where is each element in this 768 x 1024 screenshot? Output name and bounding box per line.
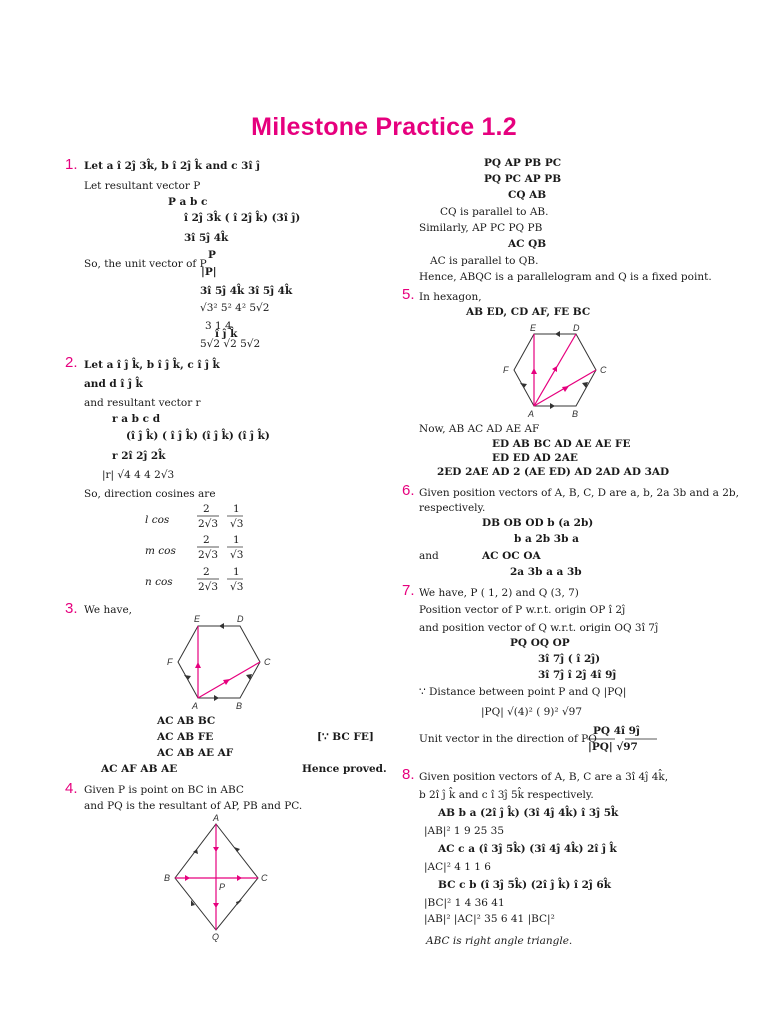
p7-line: and position vector of Q w.r.t. origin OQ 3î 7ĵ xyxy=(419,622,659,634)
p5-line: 2ED 2AE AD 2 (AE ED) AD 2AD AD 3AD xyxy=(437,466,670,478)
fraction-num: 1 xyxy=(233,503,240,515)
p8-line: ABC is right angle triangle. xyxy=(426,935,573,947)
hexagon-figure xyxy=(496,320,616,420)
p4-cont-line: Hence, ABQC is a parallelogram and Q is a fixed point. xyxy=(419,271,712,283)
p2-line: |r| √4 4 4 2√3 xyxy=(102,469,175,481)
p1-line: 3 1 4 xyxy=(205,320,232,332)
p3-intro: We have, xyxy=(84,604,132,616)
p1-line: √3² 5² 4² 5√2 xyxy=(200,302,270,314)
problem-number: 7. xyxy=(402,582,415,599)
p8-line: AC c a (î 3ĵ 5k̂) (3î 4ĵ 4k̂) 2î ĵ k̂ xyxy=(438,843,617,855)
p1-line: 5√2 √2 5√2 xyxy=(200,338,261,350)
fraction-den: √3 xyxy=(230,549,244,561)
p4-cont-line: CQ AB xyxy=(508,189,547,201)
p5-line: ED AB BC AD AE AE FE xyxy=(492,438,631,450)
vertex-label: B xyxy=(236,701,243,711)
vertex-label: B xyxy=(572,409,579,419)
fraction-den: √3 xyxy=(230,581,244,593)
vertex-label: D xyxy=(573,323,580,333)
p8-line: BC c b (î 3ĵ 5k̂) (2î ĵ k̂) î 2ĵ 6k̂ xyxy=(438,879,611,891)
p7-line: 3î 7ĵ ( î 2ĵ) xyxy=(538,653,601,665)
p8-line: |BC|² 1 4 36 41 xyxy=(424,897,505,909)
p7-line: ∵ Distance between point P and Q |PQ| xyxy=(419,686,627,698)
vertex-label: E xyxy=(530,323,537,333)
p2-line: m cos xyxy=(145,545,176,557)
p1-line: î ĵ k̂ xyxy=(215,328,238,340)
p4-line: and PQ is the resultant of AP, PB and PC. xyxy=(84,800,303,812)
p4-cont-line: PQ PC AP PB xyxy=(484,173,562,185)
fraction-den: 2√3 xyxy=(198,518,219,530)
p7-line: PQ 4î 9ĵ xyxy=(593,725,640,737)
p8-line: b 2î ĵ k̂ and c î 3ĵ 5k̂ respectively. xyxy=(419,789,594,801)
p8-line: |AC|² 4 1 1 6 xyxy=(424,861,491,873)
p5-line: In hexagon, xyxy=(419,291,482,303)
p2-line: r 2î 2ĵ 2k̂ xyxy=(112,450,166,462)
p6-line: DB OB OD b (a 2b) xyxy=(482,517,594,529)
problem-number: 1. xyxy=(65,156,78,173)
p5-line: Now, AB AC AD AE AF xyxy=(419,423,540,435)
vertex-label: C xyxy=(261,873,268,883)
p3-line: Hence proved. xyxy=(302,763,387,775)
p3-line: [∵ BC FE] xyxy=(317,731,374,743)
p4-cont-line: AC is parallel to QB. xyxy=(430,255,539,267)
vertex-label: C xyxy=(264,657,271,667)
problem-number: 6. xyxy=(402,482,415,499)
page-title: Milestone Practice 1.2 xyxy=(251,113,517,141)
fraction-den: 2√3 xyxy=(198,549,219,561)
p2-line: (î ĵ k̂) ( î ĵ k̂) (î ĵ k̂) (î ĵ k̂) xyxy=(126,430,270,442)
p8-line: AB b a (2î ĵ k̂) (3î 4ĵ 4k̂) î 3ĵ 5k̂ xyxy=(438,807,619,819)
fraction-bars xyxy=(195,515,255,585)
p3-line: AC AB FE xyxy=(157,731,214,743)
p3-line: AC AB BC xyxy=(157,715,216,727)
p1-line: |P| xyxy=(201,266,217,278)
hexagon-figure xyxy=(160,612,280,712)
problem-number: 3. xyxy=(65,600,78,617)
vertex-label: A xyxy=(213,813,220,823)
p8-line: |AB|² 1 9 25 35 xyxy=(424,825,505,837)
p6-line: Given position vectors of A, B, C, D are a, b, 2a 3b and a 2b, xyxy=(419,487,739,499)
p6-line: AC OC OA xyxy=(482,550,541,562)
vertex-label: D xyxy=(237,614,244,624)
problem-number: 8. xyxy=(402,766,415,783)
vertex-label: Q xyxy=(212,932,220,942)
vertex-label: F xyxy=(167,657,173,667)
p7-line: |PQ| √(4)² ( 9)² √97 xyxy=(481,706,583,718)
p5-line: ED ED AD 2AE xyxy=(492,452,578,464)
p1-line: Let a î 2ĵ 3k̂, b î 2ĵ k̂ and c 3î ĵ xyxy=(84,160,260,172)
p1-line: So, the unit vector of P xyxy=(84,258,207,270)
p6-line: b a 2b 3b a xyxy=(514,533,579,545)
fraction-num: 1 xyxy=(233,534,240,546)
p4-cont-line: AC QB xyxy=(508,238,547,250)
vertex-label: A xyxy=(192,701,199,711)
p2-line: n cos xyxy=(145,576,173,588)
p7-line: |PQ| √97 xyxy=(588,741,638,753)
p8-line: |AB|² |AC|² 35 6 41 |BC|² xyxy=(424,913,555,925)
p7-line: Position vector of P w.r.t. origin OP î 2ĵ xyxy=(419,604,626,616)
problem-number: 4. xyxy=(65,780,78,797)
vertex-label: B xyxy=(164,873,171,883)
p6-line: respectively. xyxy=(419,502,486,514)
p6-line: 2a 3b a a 3b xyxy=(510,566,582,578)
p1-line: P xyxy=(208,249,216,261)
p3-line: AC AF AB AE xyxy=(101,763,178,775)
p2-line: and d î ĵ k̂ xyxy=(84,378,143,390)
p4-line: Given P is point on BC in ABC xyxy=(84,784,244,796)
p4-cont-line: CQ is parallel to AB. xyxy=(440,206,549,218)
p1-line: P a b c xyxy=(168,196,208,208)
parallelogram-figure xyxy=(160,812,280,942)
p7-line: Unit vector in the direction of PQ xyxy=(419,733,597,745)
p7-line: We have, P ( 1, 2) and Q (3, 7) xyxy=(419,587,579,599)
p4-cont-line: PQ AP PB PC xyxy=(484,157,562,169)
fraction-num: 1 xyxy=(233,566,240,578)
p1-line: 3î 5ĵ 4k̂ 3î 5ĵ 4k̂ xyxy=(200,285,293,297)
vertex-label: P xyxy=(219,882,226,892)
vertex-label: E xyxy=(194,614,201,624)
fraction-den: √3 xyxy=(230,518,244,530)
p2-line: l cos xyxy=(145,514,170,526)
p1-line: 3î 5ĵ 4k̂ xyxy=(184,232,229,244)
p7-line: PQ OQ OP xyxy=(510,637,570,649)
problem-number: 2. xyxy=(65,354,78,371)
problem-number: 5. xyxy=(402,286,415,303)
fraction-num: 2 xyxy=(203,566,210,578)
p3-line: AC AB AE AF xyxy=(157,747,234,759)
fraction-bar xyxy=(585,738,665,742)
vertex-label: A xyxy=(528,409,535,419)
p8-line: Given position vectors of A, B, C are a 3î 4ĵ 4k̂, xyxy=(419,771,669,783)
p5-line: AB ED, CD AF, FE BC xyxy=(466,306,591,318)
fraction-num: 2 xyxy=(203,534,210,546)
vertex-label: C xyxy=(600,365,607,375)
p2-line: r a b c d xyxy=(112,413,161,425)
p1-line: î 2ĵ 3k̂ ( î 2ĵ k̂) (3î ĵ) xyxy=(184,212,301,224)
fraction-num: 2 xyxy=(203,503,210,515)
p1-line: Let resultant vector P xyxy=(84,180,201,192)
p6-line: and xyxy=(419,550,439,562)
vertex-label: F xyxy=(503,365,509,375)
p2-line: So, direction cosines are xyxy=(84,488,216,500)
fraction-den: 2√3 xyxy=(198,581,219,593)
p4-cont-line: Similarly, AP PC PQ PB xyxy=(419,222,543,234)
p2-line: Let a î ĵ k̂, b î ĵ k̂, c î ĵ k̂ xyxy=(84,359,220,371)
p2-line: and resultant vector r xyxy=(84,397,201,409)
p7-line: 3î 7ĵ î 2ĵ 4î 9ĵ xyxy=(538,669,617,681)
